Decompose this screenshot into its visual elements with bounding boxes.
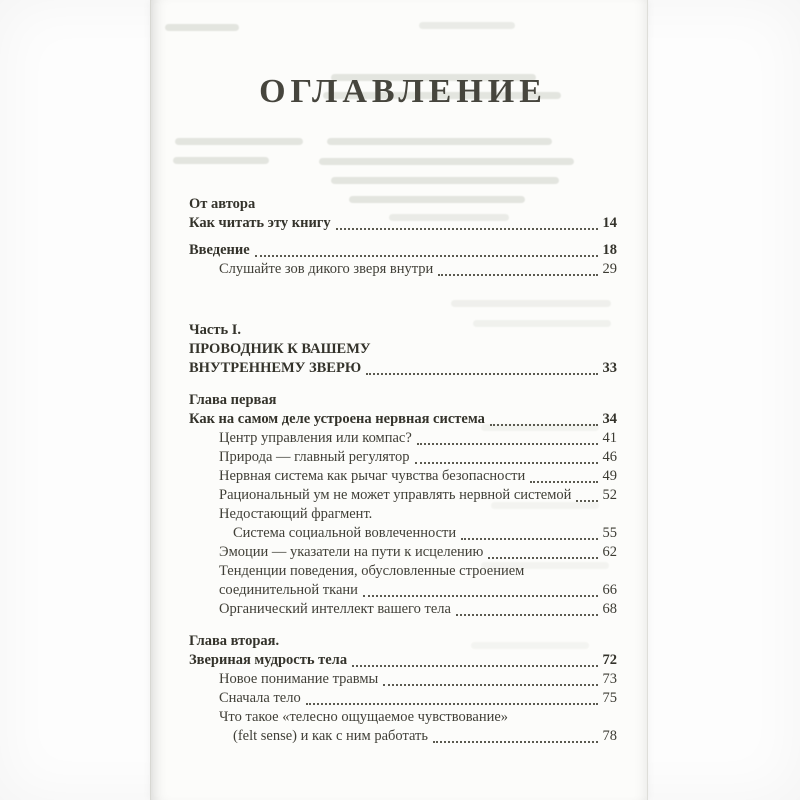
toc-entry xyxy=(219,448,617,467)
toc-entry-title: Недостающий фрагмент. xyxy=(219,506,373,523)
toc-entry-page-number: 73 xyxy=(602,671,617,688)
toc-entry xyxy=(219,562,617,581)
toc-entry-page-number: 62 xyxy=(602,544,617,561)
toc-entry xyxy=(219,600,617,619)
toc-entry-title: Слушайте зов дикого зверя внутри xyxy=(219,261,434,278)
toc-list xyxy=(189,195,617,746)
toc-title: ОГЛАВЛЕНИЕ xyxy=(259,73,547,110)
dot-leader xyxy=(366,373,597,375)
toc-entry xyxy=(219,670,617,689)
toc-entry-title: ПРОВОДНИК К ВАШЕМУ xyxy=(189,341,371,358)
toc-entry xyxy=(219,543,617,562)
toc-entry xyxy=(219,486,617,505)
toc-entry xyxy=(189,391,617,410)
toc-entry-title: Природа — главный регулятор xyxy=(219,449,410,466)
dot-leader xyxy=(417,443,598,445)
toc-entry-title: Сначала тело xyxy=(219,690,301,707)
dot-leader xyxy=(336,228,598,230)
toc-entry-title: Тенденции поведения, обусловленные строением xyxy=(219,563,525,580)
toc-entry-title: Часть I. xyxy=(189,322,242,339)
toc-entry-title: Новое понимание травмы xyxy=(219,671,379,688)
toc-entry-page-number: 68 xyxy=(602,601,617,618)
toc-entry xyxy=(219,581,617,600)
dot-leader xyxy=(456,614,598,616)
dot-leader xyxy=(363,595,598,597)
toc-entry xyxy=(189,651,617,670)
toc-entry xyxy=(189,359,617,378)
toc-entry xyxy=(189,632,617,651)
toc-entry xyxy=(189,340,617,359)
toc-entry-page-number: 33 xyxy=(602,360,617,377)
toc-entry-page-number: 41 xyxy=(602,430,617,447)
dot-leader xyxy=(383,684,597,686)
toc-entry-page-number: 34 xyxy=(602,411,617,428)
toc-entry-page-number: 52 xyxy=(602,487,617,504)
toc-entry-title: Глава первая xyxy=(189,392,277,409)
toc-entry xyxy=(233,524,617,543)
dot-leader xyxy=(306,703,598,705)
dot-leader xyxy=(530,481,597,483)
toc-entry xyxy=(189,214,617,233)
toc-entry-page-number: 49 xyxy=(602,468,617,485)
toc-entry-title: Как читать эту книгу xyxy=(189,215,331,232)
toc-entry xyxy=(189,410,617,429)
dot-leader xyxy=(415,462,598,464)
toc-entry-title: Органический интеллект вашего тела xyxy=(219,601,451,618)
toc-entry xyxy=(189,241,617,260)
toc-entry xyxy=(189,195,617,214)
toc-entry xyxy=(233,727,617,746)
dot-leader xyxy=(433,741,598,743)
toc-entry xyxy=(219,708,617,727)
dot-leader xyxy=(576,500,597,502)
dot-leader xyxy=(255,255,598,257)
toc-entry-page-number: 18 xyxy=(602,242,617,259)
toc-entry-title: Звериная мудрость тела xyxy=(189,652,348,669)
dot-leader xyxy=(488,557,597,559)
toc-entry-page-number: 55 xyxy=(602,525,617,542)
book-page xyxy=(150,0,648,800)
toc-entry-title: соединительной ткани xyxy=(219,582,358,599)
toc-entry-title: ВНУТРЕННЕМУ ЗВЕРЮ xyxy=(189,360,362,377)
toc-entry-title: Как на самом деле устроена нервная система xyxy=(189,411,485,428)
toc-entry-page-number: 78 xyxy=(602,728,617,745)
toc-entry xyxy=(219,260,617,279)
toc-entry xyxy=(219,505,617,524)
page-content xyxy=(151,0,647,800)
toc-entry-title: Система социальной вовлеченности xyxy=(233,525,457,542)
toc-entry-page-number: 66 xyxy=(602,582,617,599)
toc-entry-title: От автора xyxy=(189,196,256,213)
toc-entry-page-number: 29 xyxy=(602,261,617,278)
toc-entry-title: Введение xyxy=(189,242,250,259)
toc-entry-title: Что такое «телесно ощущаемое чувствование» xyxy=(219,709,509,726)
dot-leader xyxy=(352,665,597,667)
dot-leader xyxy=(490,424,598,426)
toc-entry-page-number: 72 xyxy=(602,652,617,669)
toc-entry-title: Рациональный ум не может управлять нервной системой xyxy=(219,487,572,504)
dot-leader xyxy=(438,274,597,276)
dot-leader xyxy=(461,538,597,540)
toc-entry-title: Эмоции — указатели на пути к исцелению xyxy=(219,544,484,561)
toc-entry-title: Нервная система как рычаг чувства безопасности xyxy=(219,468,526,485)
toc-entry-page-number: 14 xyxy=(602,215,617,232)
toc-entry-page-number: 75 xyxy=(602,690,617,707)
toc-entry xyxy=(219,429,617,448)
toc-entry-title: Центр управления или компас? xyxy=(219,430,412,447)
toc-entry xyxy=(219,467,617,486)
toc-entry xyxy=(189,321,617,340)
toc-entry xyxy=(219,689,617,708)
toc-entry-page-number: 46 xyxy=(602,449,617,466)
toc-entry-title: Глава вторая. xyxy=(189,633,280,650)
toc-entry-title: (felt sense) и как с ним работать xyxy=(233,728,428,745)
